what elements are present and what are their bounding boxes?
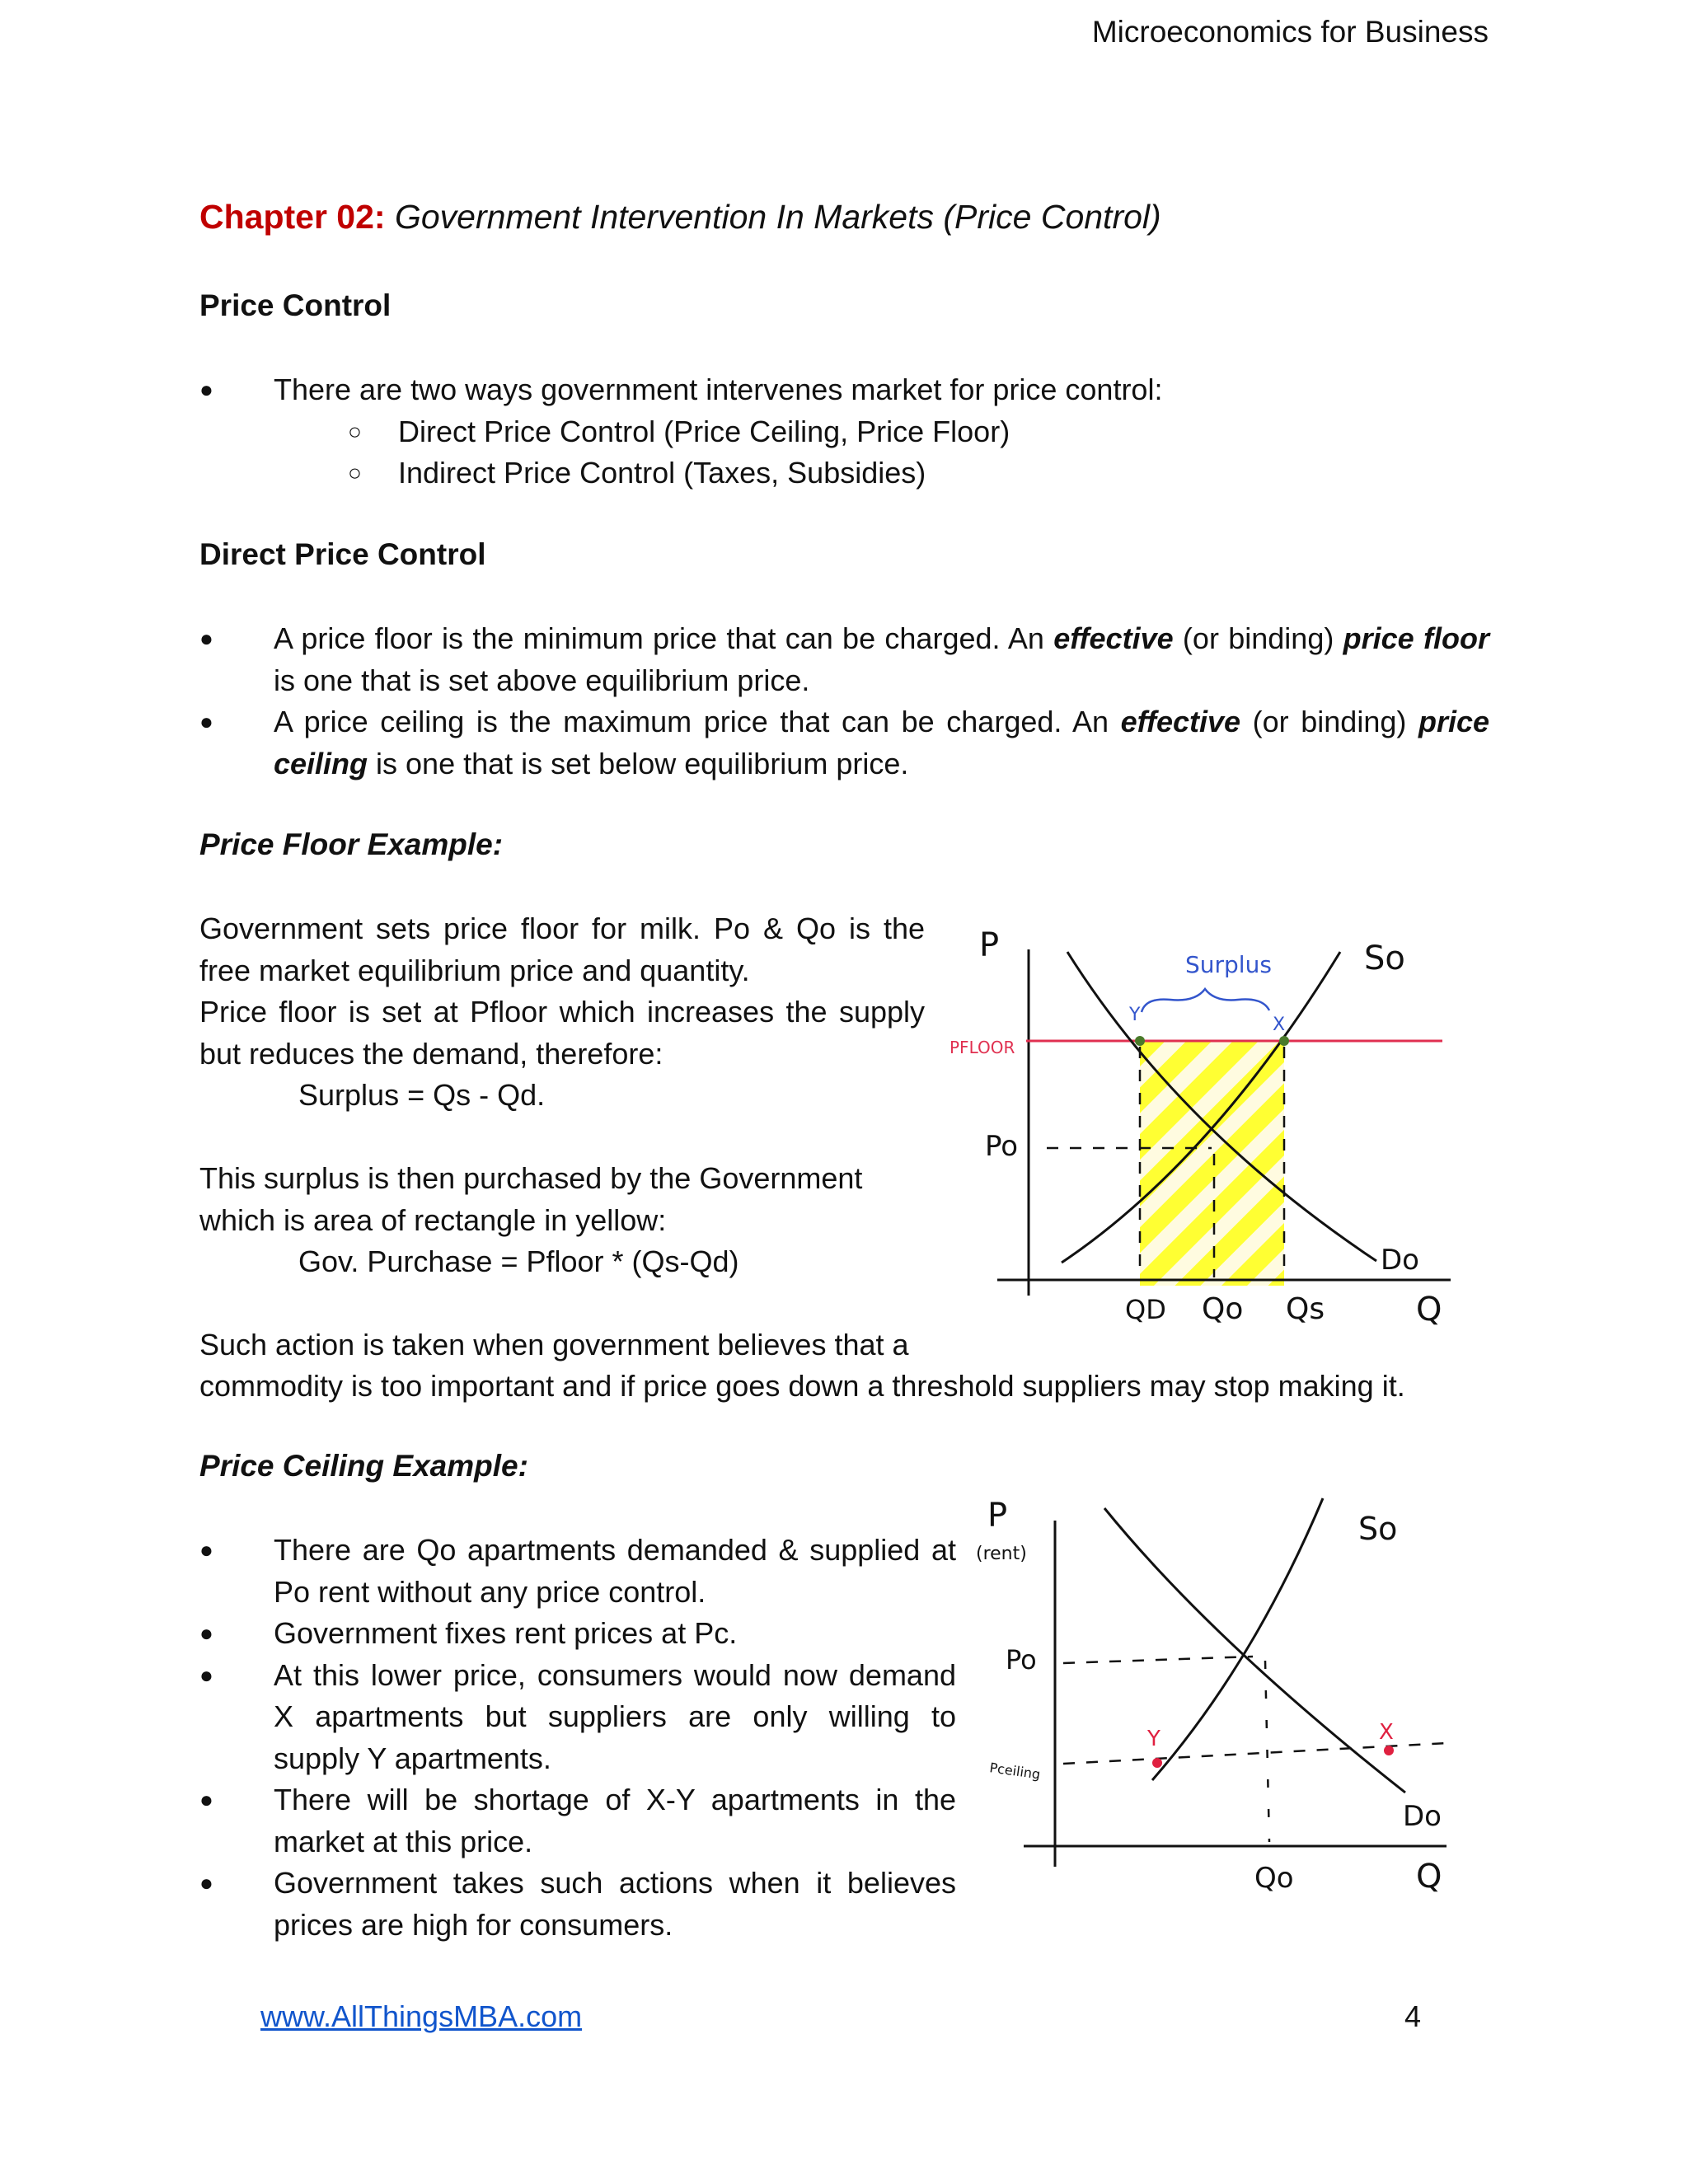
list-item: ● Government takes such actions when it believes prices are high for consumers.	[199, 1863, 956, 1946]
p0-label: Po	[1006, 1644, 1037, 1675]
q0-dashed-line	[1265, 1661, 1269, 1842]
running-header: Microeconomics for Business	[1091, 15, 1489, 49]
demand-label: Do	[1403, 1800, 1442, 1833]
x-point-marker	[1384, 1746, 1394, 1755]
q0-label: Qo	[1254, 1862, 1294, 1895]
list-item: ● At this lower price, consumers would now demand X apartments but suppliers are only willing to supply Y apartments.	[199, 1655, 956, 1780]
chapter-label: Chapter 02:	[199, 198, 386, 236]
footer-website-link[interactable]: www.AllThingsMBA.com	[260, 1999, 583, 2033]
list-item: ● There will be shortage of X-Y apartments in the market at this price.	[199, 1779, 956, 1863]
floor-para-1: Government sets price floor for milk. Po & Qo is the free market equilibrium price and quantity.	[199, 912, 925, 987]
pfloor-label: PFLOOR	[950, 1038, 1015, 1057]
price-control-list	[199, 369, 1489, 494]
y-point-marker	[1152, 1758, 1162, 1768]
price-floor-graph	[940, 915, 1467, 1335]
price-floor-example-heading: Price Floor Example:	[199, 827, 504, 861]
direct-price-control-heading: Direct Price Control	[199, 537, 486, 571]
floor-para-2: Price floor is set at Pfloor which increases the supply but reduces the demand, therefore:	[199, 995, 925, 1071]
chapter-subtitle: Government Intervention In Markets (Price Control)	[394, 198, 1161, 236]
list-item: ● Government fixes rent prices at Pc.	[199, 1613, 956, 1655]
floor-para-3: This surplus is then purchased by the Government which is area of rectangle in yellow:	[199, 1161, 863, 1237]
x-point-label: X	[1379, 1720, 1394, 1745]
y-point-label: Y	[1129, 1005, 1141, 1025]
p-axis-label: P	[987, 1497, 1008, 1535]
pceiling-label: Pceiling	[988, 1760, 1042, 1783]
y-point-label: Y	[1147, 1727, 1160, 1751]
direct-price-control-list	[199, 618, 1489, 785]
q-axis-label: Q	[1416, 1858, 1442, 1896]
demand-label: Do	[1381, 1244, 1419, 1277]
chapter-title	[199, 198, 1161, 237]
price-control-heading: Price Control	[199, 288, 392, 322]
p0-dashed-line	[1063, 1657, 1253, 1663]
floor-formula-purchase: Gov. Purchase = Pfloor * (Qs-Qd)	[298, 1244, 739, 1278]
price-ceiling-list	[199, 1530, 956, 1946]
q-axis-label: Q	[1416, 1291, 1442, 1329]
supply-curve	[1152, 1498, 1323, 1780]
list-item: ● A price floor is the minimum price that can be charged. An effective (or binding) price floor is one that is set above equilibrium price.	[199, 618, 1489, 701]
y-point-marker	[1135, 1036, 1145, 1046]
rent-sublabel: (rent)	[976, 1544, 1027, 1564]
list-item: ● A price ceiling is the maximum price that can be charged. An effective (or binding) price ceiling is one that is set below equilibrium price.	[199, 701, 1489, 785]
list-item: ● There are Qo apartments demanded & supplied at Po rent without any price control.	[199, 1530, 956, 1613]
p-axis-label: P	[979, 926, 1000, 964]
qs-label: Qs	[1286, 1292, 1325, 1326]
floor-para-5: commodity is too important and if price goes down a threshold suppliers may stop making it.	[199, 1369, 1405, 1403]
floor-formula-surplus: Surplus = Qs - Qd.	[298, 1078, 546, 1112]
list-item: ○ Indirect Price Control (Taxes, Subsidies)	[199, 452, 1489, 494]
p0-label: Po	[985, 1130, 1019, 1163]
list-item: ● There are two ways government intervenes market for price control: ○ Direct Price Control (Price Ceiling, Price Floor) ○ Indirect Price Control (Taxes, Subsidies)	[199, 369, 1489, 494]
supply-label: So	[1358, 1511, 1398, 1547]
x-point-marker	[1279, 1036, 1289, 1046]
price-ceiling-example-heading: Price Ceiling Example:	[199, 1449, 528, 1483]
surplus-label: Surplus	[1185, 951, 1272, 978]
floor-para-4: Such action is taken when government believes that a	[199, 1328, 909, 1361]
qd-label: QD	[1125, 1294, 1166, 1325]
list-item: ○ Direct Price Control (Price Ceiling, Price Floor)	[199, 411, 1489, 453]
q0-label: Qo	[1202, 1292, 1244, 1326]
surplus-brace	[1142, 989, 1269, 1012]
page-number: 4	[1404, 1999, 1422, 2033]
x-point-label: X	[1273, 1015, 1286, 1035]
supply-label: So	[1364, 940, 1405, 977]
price-ceiling-graph	[973, 1483, 1467, 1912]
